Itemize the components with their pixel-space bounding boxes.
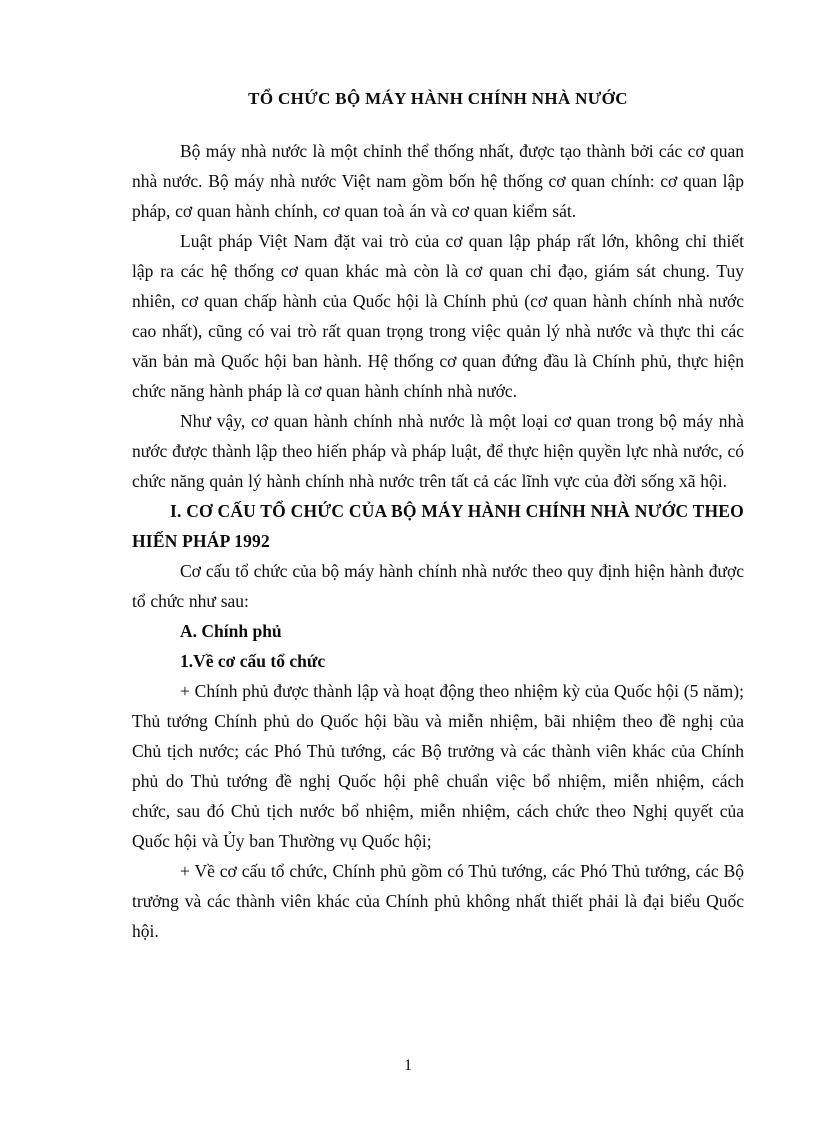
- page-number: 1: [404, 1057, 412, 1074]
- bullet-paragraph-1: + Chính phủ được thành lập và hoạt động theo nhiệm kỳ của Quốc hội (5 năm); Thủ tướng Chính phủ do Quốc hội bầu và miễn nhiệm, bãi nhiệm theo đề nghị của Chủ tịch nước; các Phó Thủ tướng, các Bộ trưởng và các thành viên khác của Chính phủ do Thủ tướng đề nghị Quốc hội phê chuẩn việc bổ nhiệm, miễn nhiệm, cách chức, sau đó Chủ tịch nước bổ nhiệm, miễn nhiệm, cách chức theo Nghị quyết của Quốc hội và Ủy ban Thường vụ Quốc hội;: [132, 681, 749, 851]
- sub-heading-a-chinh-phu: A. Chính phủ: [180, 621, 282, 641]
- paragraph-3: Như vậy, cơ quan hành chính nhà nước là một loại cơ quan trong bộ máy nhà nước được thành lập theo hiến pháp và pháp luật, để thực hiện quyền lực nhà nước, có chức năng quản lý hành chính nhà nước trên tất cả các lĩnh vực của đời sống xã hội.: [132, 411, 749, 491]
- paragraph-2: Luật pháp Việt Nam đặt vai trò của cơ quan lập pháp rất lớn, không chỉ thiết lập ra các hệ thống cơ quan khác mà còn là cơ quan chỉ đạo, giám sát chung. Tuy nhiên, cơ quan chấp hành của Quốc hội là Chính phủ (cơ quan hành chính nhà nước cao nhất), cũng có vai trò rất quan trọng trong việc quản lý nhà nước và thực thi các văn bản mà Quốc hội ban hành. Hệ thống cơ quan đứng đầu là Chính phủ, thực hiện chức năng hành pháp là cơ quan hành chính nhà nước.: [132, 231, 749, 401]
- page-title: TỔ CHỨC BỘ MÁY HÀNH CHÍNH NHÀ NƯỚC: [248, 89, 628, 108]
- sub-heading-a1-co-cau-to-chuc: 1.Về cơ cấu tổ chức: [180, 651, 326, 671]
- section-heading-1: I. CƠ CẤU TỔ CHỨC CỦA BỘ MÁY HÀNH CHÍNH NHÀ NƯỚC THEO HIẾN PHÁP 1992: [132, 501, 749, 551]
- page-content: [132, 84, 749, 946]
- bullet-paragraph-2: + Về cơ cấu tổ chức, Chính phủ gồm có Thủ tướng, các Phó Thủ tướng, các Bộ trưởng và các thành viên khác của Chính phủ không nhất thiết phải là đại biểu Quốc hội.: [132, 861, 749, 941]
- section-intro-paragraph: Cơ cấu tổ chức của bộ máy hành chính nhà nước theo quy định hiện hành được tổ chức như sau:: [132, 561, 749, 611]
- paragraph-1: Bộ máy nhà nước là một chỉnh thể thống nhất, được tạo thành bởi các cơ quan nhà nước. Bộ máy nhà nước Việt nam gồm bốn hệ thống cơ quan chính: cơ quan lập pháp, cơ quan hành chính, cơ quan toà án và cơ quan kiểm sát.: [132, 141, 749, 221]
